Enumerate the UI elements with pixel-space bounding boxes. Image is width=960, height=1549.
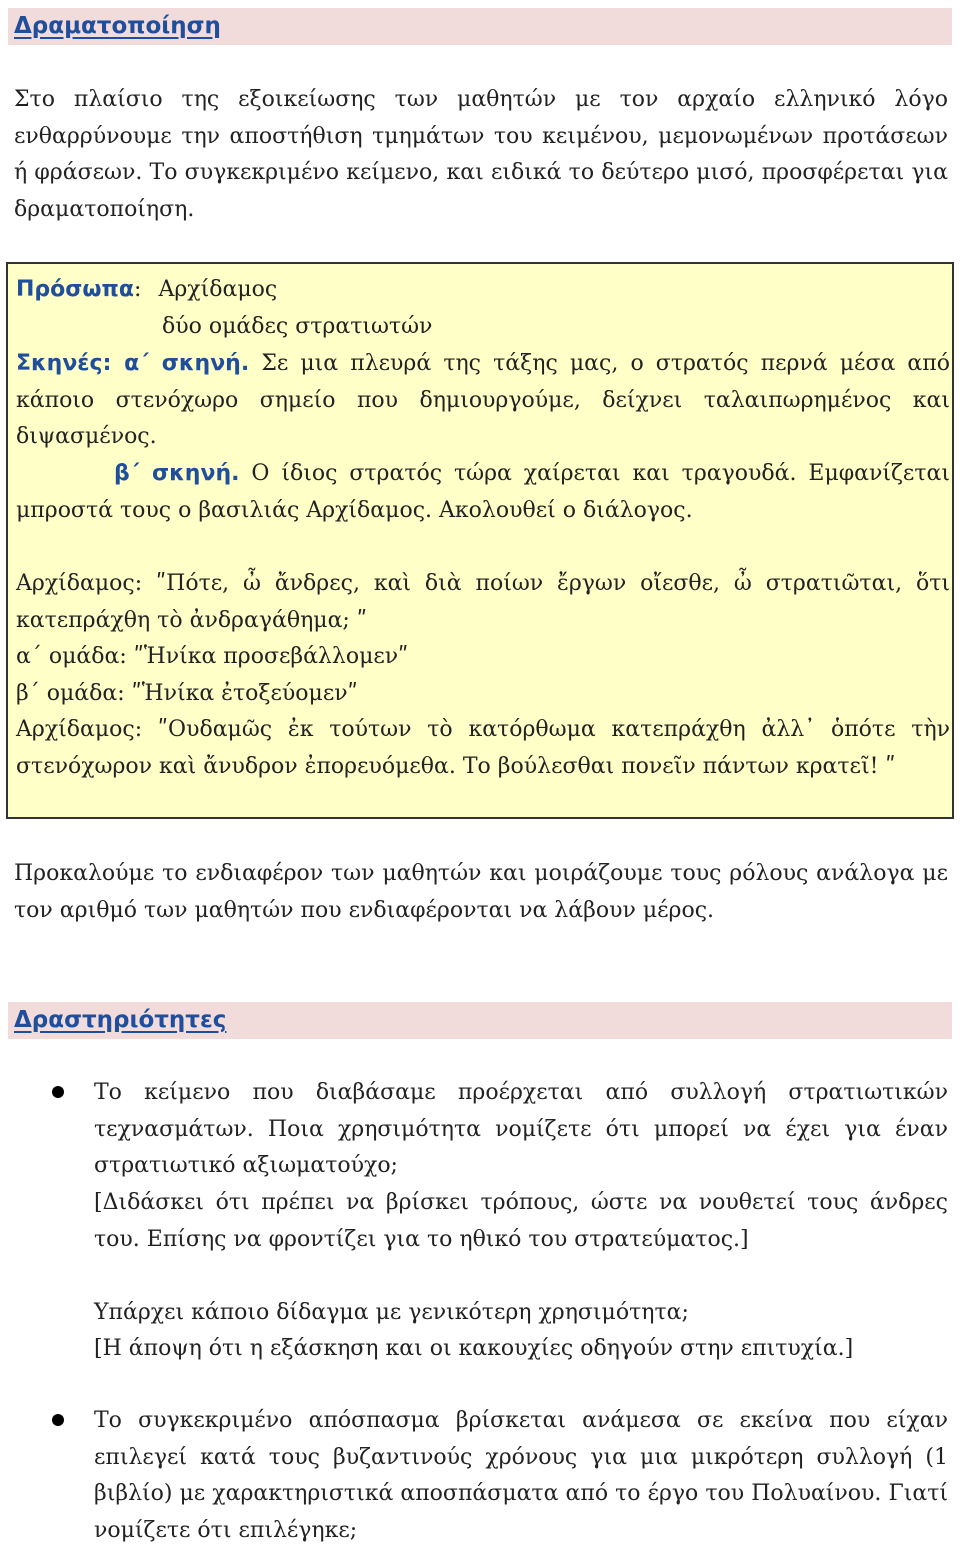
persons-separator: : (134, 277, 142, 302)
section-heading-text: Δραστηριότητες (14, 1007, 227, 1033)
scenes-label: Σκηνές: α΄ σκηνή. (16, 351, 250, 376)
activity-2-question: Το συγκεκριμένο απόσπασμα βρίσκεται ανάμεσα σε εκείνα που είχαν επιλεγεί κατά τους βυζαντινούς χρόνους για μια μικρότερη συλλογή (1 βιβλίο) με χαρακτηριστικά αποσπάσματα από το έργο του Πολυαίνου. Γιατί νομίζετε ότι επιλέγηκε; (94, 1408, 948, 1543)
activity-1-question: Το κείμενο που διαβάσαμε προέρχεται από συλλογή στρατιωτικών τεχνασμάτων. Ποια χρησιμότητα νομίζετε ότι μπορεί να έχει για έναν στρατιωτικό αξιωματούχο; (94, 1080, 948, 1178)
scene-2-paragraph (16, 456, 950, 529)
scene-1-text: Σε μια πλευρά της τάξης μας, ο στρατός περνά μέσα από κάποιο στενόχωρο σημείο που δημιουργούμε, δείχνει ταλαιπωρημένος και διψασμένος. (16, 351, 950, 449)
bullet-icon (52, 1086, 68, 1102)
scene-2-label: β΄ σκηνή. (114, 461, 240, 486)
dialogue-line-4: Αρχίδαμος: ʺΟυδαμῶς ἐκ τούτων τὸ κατόρθωμα κατεπράχθη ἀλλ᾽ ὁπότε τὴν στενόχωρον καὶ ἄνυδρον ἐπορευόμεθα. Το βούλεσθαι πονεῖν πάντων κρατεῖ! ʺ (16, 717, 950, 779)
bullet-icon (52, 1414, 68, 1430)
activity-1-answer: [Διδάσκει ότι πρέπει να βρίσκει τρόπους, ώστε να νουθετεί τους άνδρες του. Επίσης να φροντίζει για το ηθικό του στρατεύματος.] (94, 1190, 948, 1252)
scene-1-paragraph (16, 346, 950, 456)
section-heading-text: Δραματοποίηση (14, 13, 221, 39)
dialogue-line-1: Αρχίδαμος: ʺΠότε, ὦ ἄνδρες, καὶ διὰ ποίων ἔργων οἴεσθε, ὦ στρατιῶται, ὅτι κατεπράχθη τὸ ἀνδραγάθημα; ʺ (16, 571, 950, 633)
persons-row (16, 272, 950, 309)
dramatization-box (6, 262, 954, 819)
scene-2-text: Ο ίδιος στρατός τώρα χαίρεται και τραγουδά. Εμφανίζεται μπροστά τους ο βασιλιάς Αρχίδαμος. Ακολουθεί ο διάλογος. (16, 461, 950, 523)
section-heading-activities (8, 1002, 952, 1039)
section-heading-dramatization (8, 8, 952, 45)
activity-1-answer-2: [Η άποψη ότι η εξάσκηση και οι κακουχίες οδηγούν στην επιτυχία.] (94, 1336, 854, 1361)
dialogue-line-2: α΄ ομάδα: ʺἩνίκα προσεβάλλομενʺ (16, 644, 409, 669)
persons-label: Πρόσωπα (16, 277, 135, 302)
person-1: Αρχίδαμος (158, 277, 278, 302)
after-box-paragraph: Προκαλούμε το ενδιαφέρον των μαθητών και μοιράζουμε τους ρόλους ανάλογα με τον αριθμό των μαθητών που ενδιαφέρονται να λάβουν μέρος. (14, 861, 948, 923)
person-2: δύο ομάδες στρατιωτών (162, 314, 433, 339)
intro-paragraph: Στο πλαίσιο της εξοικείωσης των μαθητών με τον αρχαίο ελληνικό λόγο ενθαρρύνουμε την αποστήθιση τμημάτων του κειμένου, μεμονωμένων προτάσεων ή φράσεων. Το συγκεκριμένο κείμενο, και ειδικά το δεύτερο μισό, προσφέρεται για δραματοποίηση. (14, 87, 948, 222)
activity-1-question-2: Υπάρχει κάποιο δίδαγμα με γενικότερη χρησιμότητα; (94, 1300, 689, 1325)
person-2-row (162, 309, 942, 346)
dialogue-line-3: β΄ ομάδα: ʺἩνίκα ἐτοξεύομενʺ (16, 681, 358, 706)
